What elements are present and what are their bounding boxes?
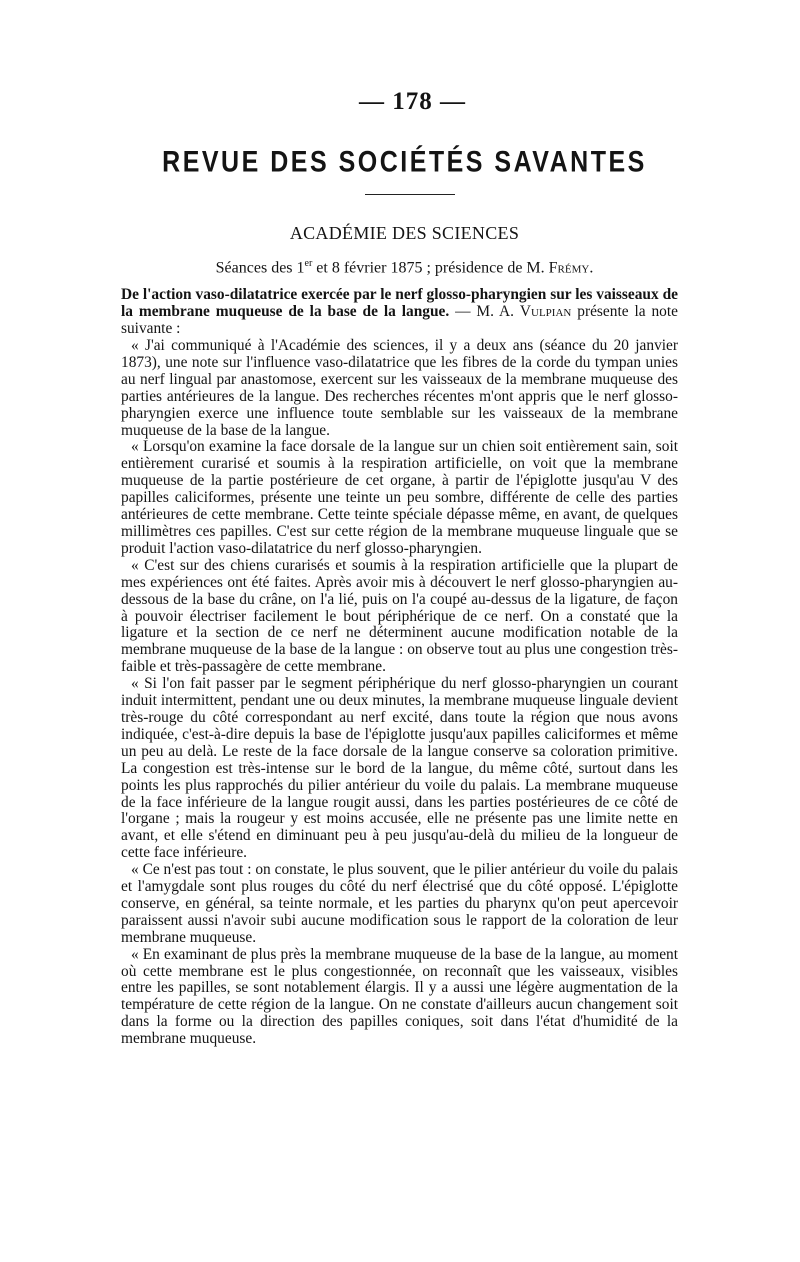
session-line	[131, 258, 678, 277]
article-title: De l'action vaso-dilatatrice exercée par le nerf glosso-pharyngien sur les vaisseaux de la membrane muqueuse de la base de la langue.	[121, 286, 678, 321]
session-middle: et 8 février 1875 ; présidence de M.	[312, 259, 549, 277]
paragraph: « Ce n'est pas tout : on constate, le plus souvent, que le pilier antérieur du voile du palais et l'amygdale sont plus rouges du côté du nerf électrisé que du côté opposé. L'épiglotte conserve, en général, sa teinte normale, et les parties du pharynx qu'on peut apercevoir paraissent aussi n'avoir subi aucune modification sous le rapport de la coloration de leur membrane muqueuse.	[121, 861, 678, 946]
title-rule	[365, 194, 455, 195]
session-sup: er	[304, 258, 313, 269]
page	[121, 88, 678, 1048]
paragraph: « J'ai communiqué à l'Académie des sciences, il y a deux ans (séance du 20 janvier 1873), une note sur l'influence vaso-dilatatrice que les fibres de la corde du tympan unies au nerf lingual par anastomose, exercent sur les vaisseaux de la membrane muqueuse des parties antérieures de la langue. Des recherches récentes m'ont appris que le nerf glosso-pharyngien exerce une influence toute semblable sur les vaisseaux de la membrane muqueuse de la base de la langue.	[121, 337, 678, 439]
paragraph: « C'est sur des chiens curarisés et soumis à la respiration artificielle que la plupart de mes expériences ont été faites. Après avoir mis à découvert le nerf glosso-pharyngien au-dessous de la base du crâne, on l'a lié, puis on l'a coupé au-dessus de la ligature, de façon à pouvoir électriser facilement le bout périphérique de ce nerf. On a constaté que la ligature et la section de ce nerf ne déterminent aucune modification notable de la membrane muqueuse de la base de la langue : on observe tout au plus une congestion très-faible et très-passagère de cette membrane.	[121, 556, 678, 676]
article-intro	[121, 287, 678, 338]
session-prefix: Séances des 1	[215, 259, 305, 277]
intro-dash: — M. A.	[449, 303, 520, 321]
journal-title: REVUE DES SOCIÉTÉS SAVANTES	[162, 145, 647, 179]
intro-rest: présente la note suivante :	[121, 303, 678, 338]
author-name: Vulpian	[519, 303, 572, 321]
paragraph: « Si l'on fait passer par le segment périphérique du nerf glosso-pharyngien un courant induit intermittent, pendant une ou deux minutes, la membrane muqueuse linguale devient très-rouge du côté correspondant au nerf excité, dans toute la région que nous avons indiquée, c'est-à-dire depuis la base de l'épiglotte jusqu'aux papilles caliciformes et même un peu au delà. Le reste de la face dorsale de la langue conserve sa coloration primitive. La congestion est très-intense sur le bord de la langue, du même côté, surtout dans les points les plus rapprochés du pilier antérieur du voile du palais. La membrane muqueuse de la face inférieure de la langue rougit aussi, dans les parties postérieures de ce côté de l'organe ; mais la rougeur y est moins accusée, elle ne présente pas une limite nette en avant, et elle s'étend en diminuant peu à peu jusqu'au-delà du milieu de la longueur de cette face inférieure.	[121, 675, 678, 862]
page-number: — 178 —	[359, 88, 466, 115]
president-name: Frémy.	[548, 259, 594, 277]
section-title: ACADÉMIE DES SCIENCES	[289, 223, 520, 243]
paragraph: « Lorsqu'on examine la face dorsale de la langue sur un chien soit entièrement sain, soit entièrement curarisé et soumis à la respiration artificielle, on voit que la membrane muqueuse de la partie postérieure de cet organe, à partir de l'épiglotte jusqu'au V des papilles caliciformes, présente une teinte un peu sombre, différente de celle des parties antérieures de cette membrane. Cette teinte spéciale dépasse même, en avant, de quelques millimètres ces papilles. C'est sur cette région de la membrane muqueuse linguale que se produit l'action vaso-dilatatrice du nerf glosso-pharyngien.	[121, 438, 678, 557]
article-body	[121, 287, 678, 1048]
paragraph: « En examinant de plus près la membrane muqueuse de la base de la langue, au moment où cette membrane est le plus congestionnée, on reconnaît que les vaisseaux, visibles entre les papilles, se sont notablement élargis. Il y a aussi une légère augmentation de la température de cette région de la langue. On ne constate d'ailleurs aucun changement soit dans la forme ou la direction des papilles coniques, soit dans l'état d'humidité de la membrane muqueuse.	[121, 945, 678, 1048]
